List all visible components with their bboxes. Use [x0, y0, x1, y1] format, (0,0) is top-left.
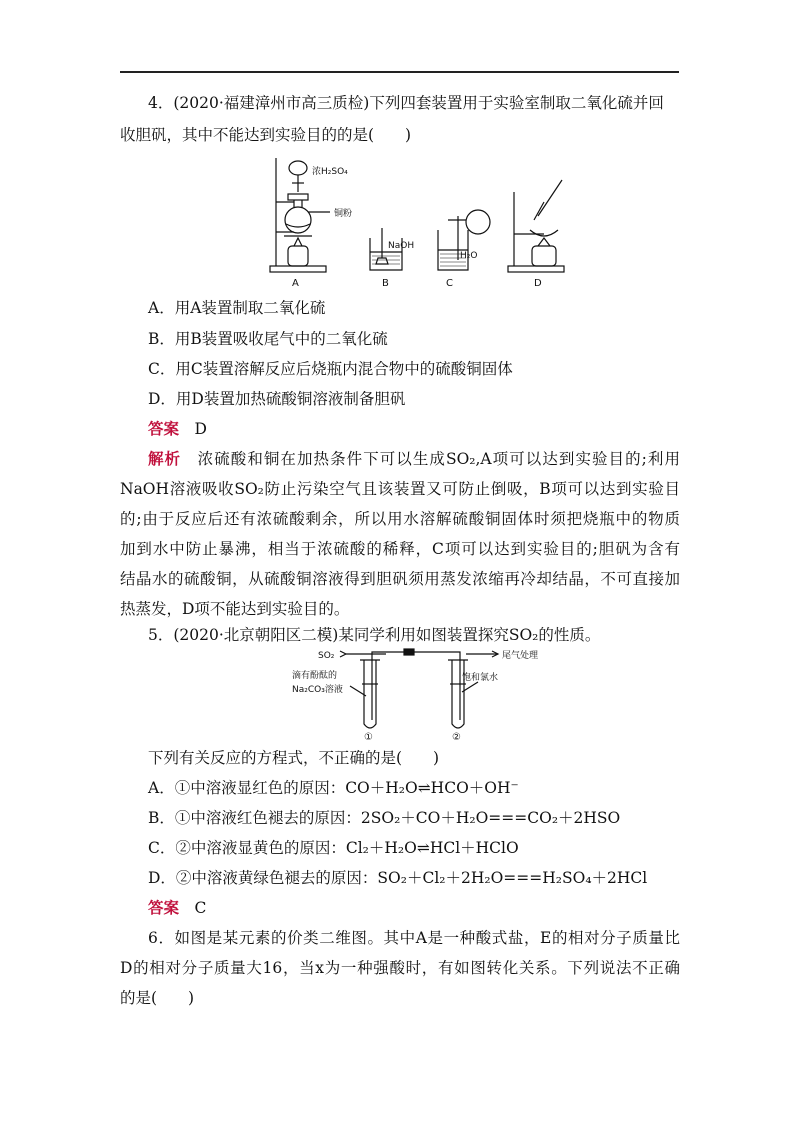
q5-option-a: A．①中溶液显红色的原因：CO＋H₂O⇌HCO＋OH⁻	[148, 779, 519, 797]
label-tail-gas: 尾气处理	[502, 651, 539, 661]
caption-d: D	[534, 278, 542, 289]
q5-answer	[148, 898, 680, 918]
q5-option-b: B．①中溶液红色褪去的原因：2SO₂＋CO＋H₂O===CO₂＋2HSO	[148, 809, 621, 827]
answer-label: 答案	[148, 898, 180, 917]
q4-option-a: A．用A装置制取二氧化硫	[148, 299, 326, 317]
label-na2co3: Na₂CO₃溶液	[292, 685, 343, 695]
label-chlorine-water: 饱和氯水	[462, 673, 499, 683]
answer-value: D	[194, 420, 207, 438]
label-naoh: NaOH	[388, 241, 415, 251]
tube-1-label: ①	[364, 732, 373, 743]
caption-b: B	[382, 278, 389, 289]
q6-stem-line-2: D的相对分子质量大16，当x为一种强酸时，有如图转化关系。下列说法不正确	[120, 959, 680, 977]
tube-2-label: ②	[452, 732, 461, 743]
q5-question: 下列有关反应的方程式，不正确的是( )	[148, 749, 440, 767]
q5-apparatus-figure	[290, 644, 539, 743]
label-conc-h2so4: 浓H₂SO₄	[312, 167, 348, 177]
header-rule	[120, 71, 679, 73]
q4-answer	[148, 419, 680, 439]
analysis-label: 解析	[148, 449, 182, 468]
q5-option-c: C．②中溶液显黄色的原因：Cl₂＋H₂O⇌HCl＋HClO	[148, 839, 519, 857]
q4-option-b: B．用B装置吸收尾气中的二氧化硫	[148, 330, 388, 348]
q6-stem-line-3: 的是( )	[120, 989, 195, 1007]
q4-analysis-line-1	[148, 449, 680, 469]
q4-stem-line-1: 4．(2020·福建漳州市高三质检)下列四套装置用于实验室制取二氧化硫并回	[148, 94, 664, 112]
answer-value: C	[194, 899, 207, 917]
label-copper-powder: 铜粉	[334, 209, 353, 219]
label-phenolphthalein: 滴有酚酞的	[292, 671, 338, 681]
q4-analysis-line-6: 热蒸发，D项不能达到实验目的。	[120, 600, 350, 618]
label-so2: SO₂	[318, 651, 335, 661]
q4-option-c: C．用C装置溶解反应后烧瓶内混合物中的硫酸铜固体	[148, 360, 513, 378]
caption-a: A	[292, 278, 299, 289]
q6-stem-line-1: 6．如图是某元素的价类二维图。其中A是一种酸式盐，E的相对分子质量比	[148, 929, 680, 947]
q4-analysis-line-5: 结晶水的硫酸铜，从硫酸铜溶液得到胆矾须用蒸发浓缩再冷却结晶，不可直接加	[120, 570, 680, 588]
q4-analysis-line-2: NaOH溶液吸收SO₂防止污染空气且该装置又可防止倒吸，B项可以达到实验目	[120, 480, 680, 498]
q4-stem-line-2: 收胆矾，其中不能达到实验目的的是( )	[120, 126, 412, 144]
q5-stem: 5．(2020·北京朝阳区二模)某同学利用如图装置探究SO₂的性质。	[148, 626, 601, 644]
analysis-text-1: 浓硫酸和铜在加热条件下可以生成SO₂,A项可以达到实验目的;利用	[197, 450, 680, 468]
q4-analysis-line-3: 的;由于反应后还有浓硫酸剩余，所以用水溶解硫酸铜固体时须把烧瓶中的物质	[120, 510, 680, 528]
q4-option-d: D．用D装置加热硫酸铜溶液制备胆矾	[148, 390, 406, 408]
q4-apparatus-figure	[262, 150, 572, 292]
answer-label: 答案	[148, 419, 180, 438]
label-h2o: H₂O	[460, 251, 478, 261]
caption-c: C	[446, 278, 453, 289]
q4-analysis-line-4: 加到水中防止暴沸，相当于浓硫酸的稀释，C项可以达到实验目的;胆矾为含有	[120, 540, 680, 558]
q5-option-d: D．②中溶液黄绿色褪去的原因：SO₂＋Cl₂＋2H₂O===H₂SO₄＋2HCl	[148, 869, 648, 887]
